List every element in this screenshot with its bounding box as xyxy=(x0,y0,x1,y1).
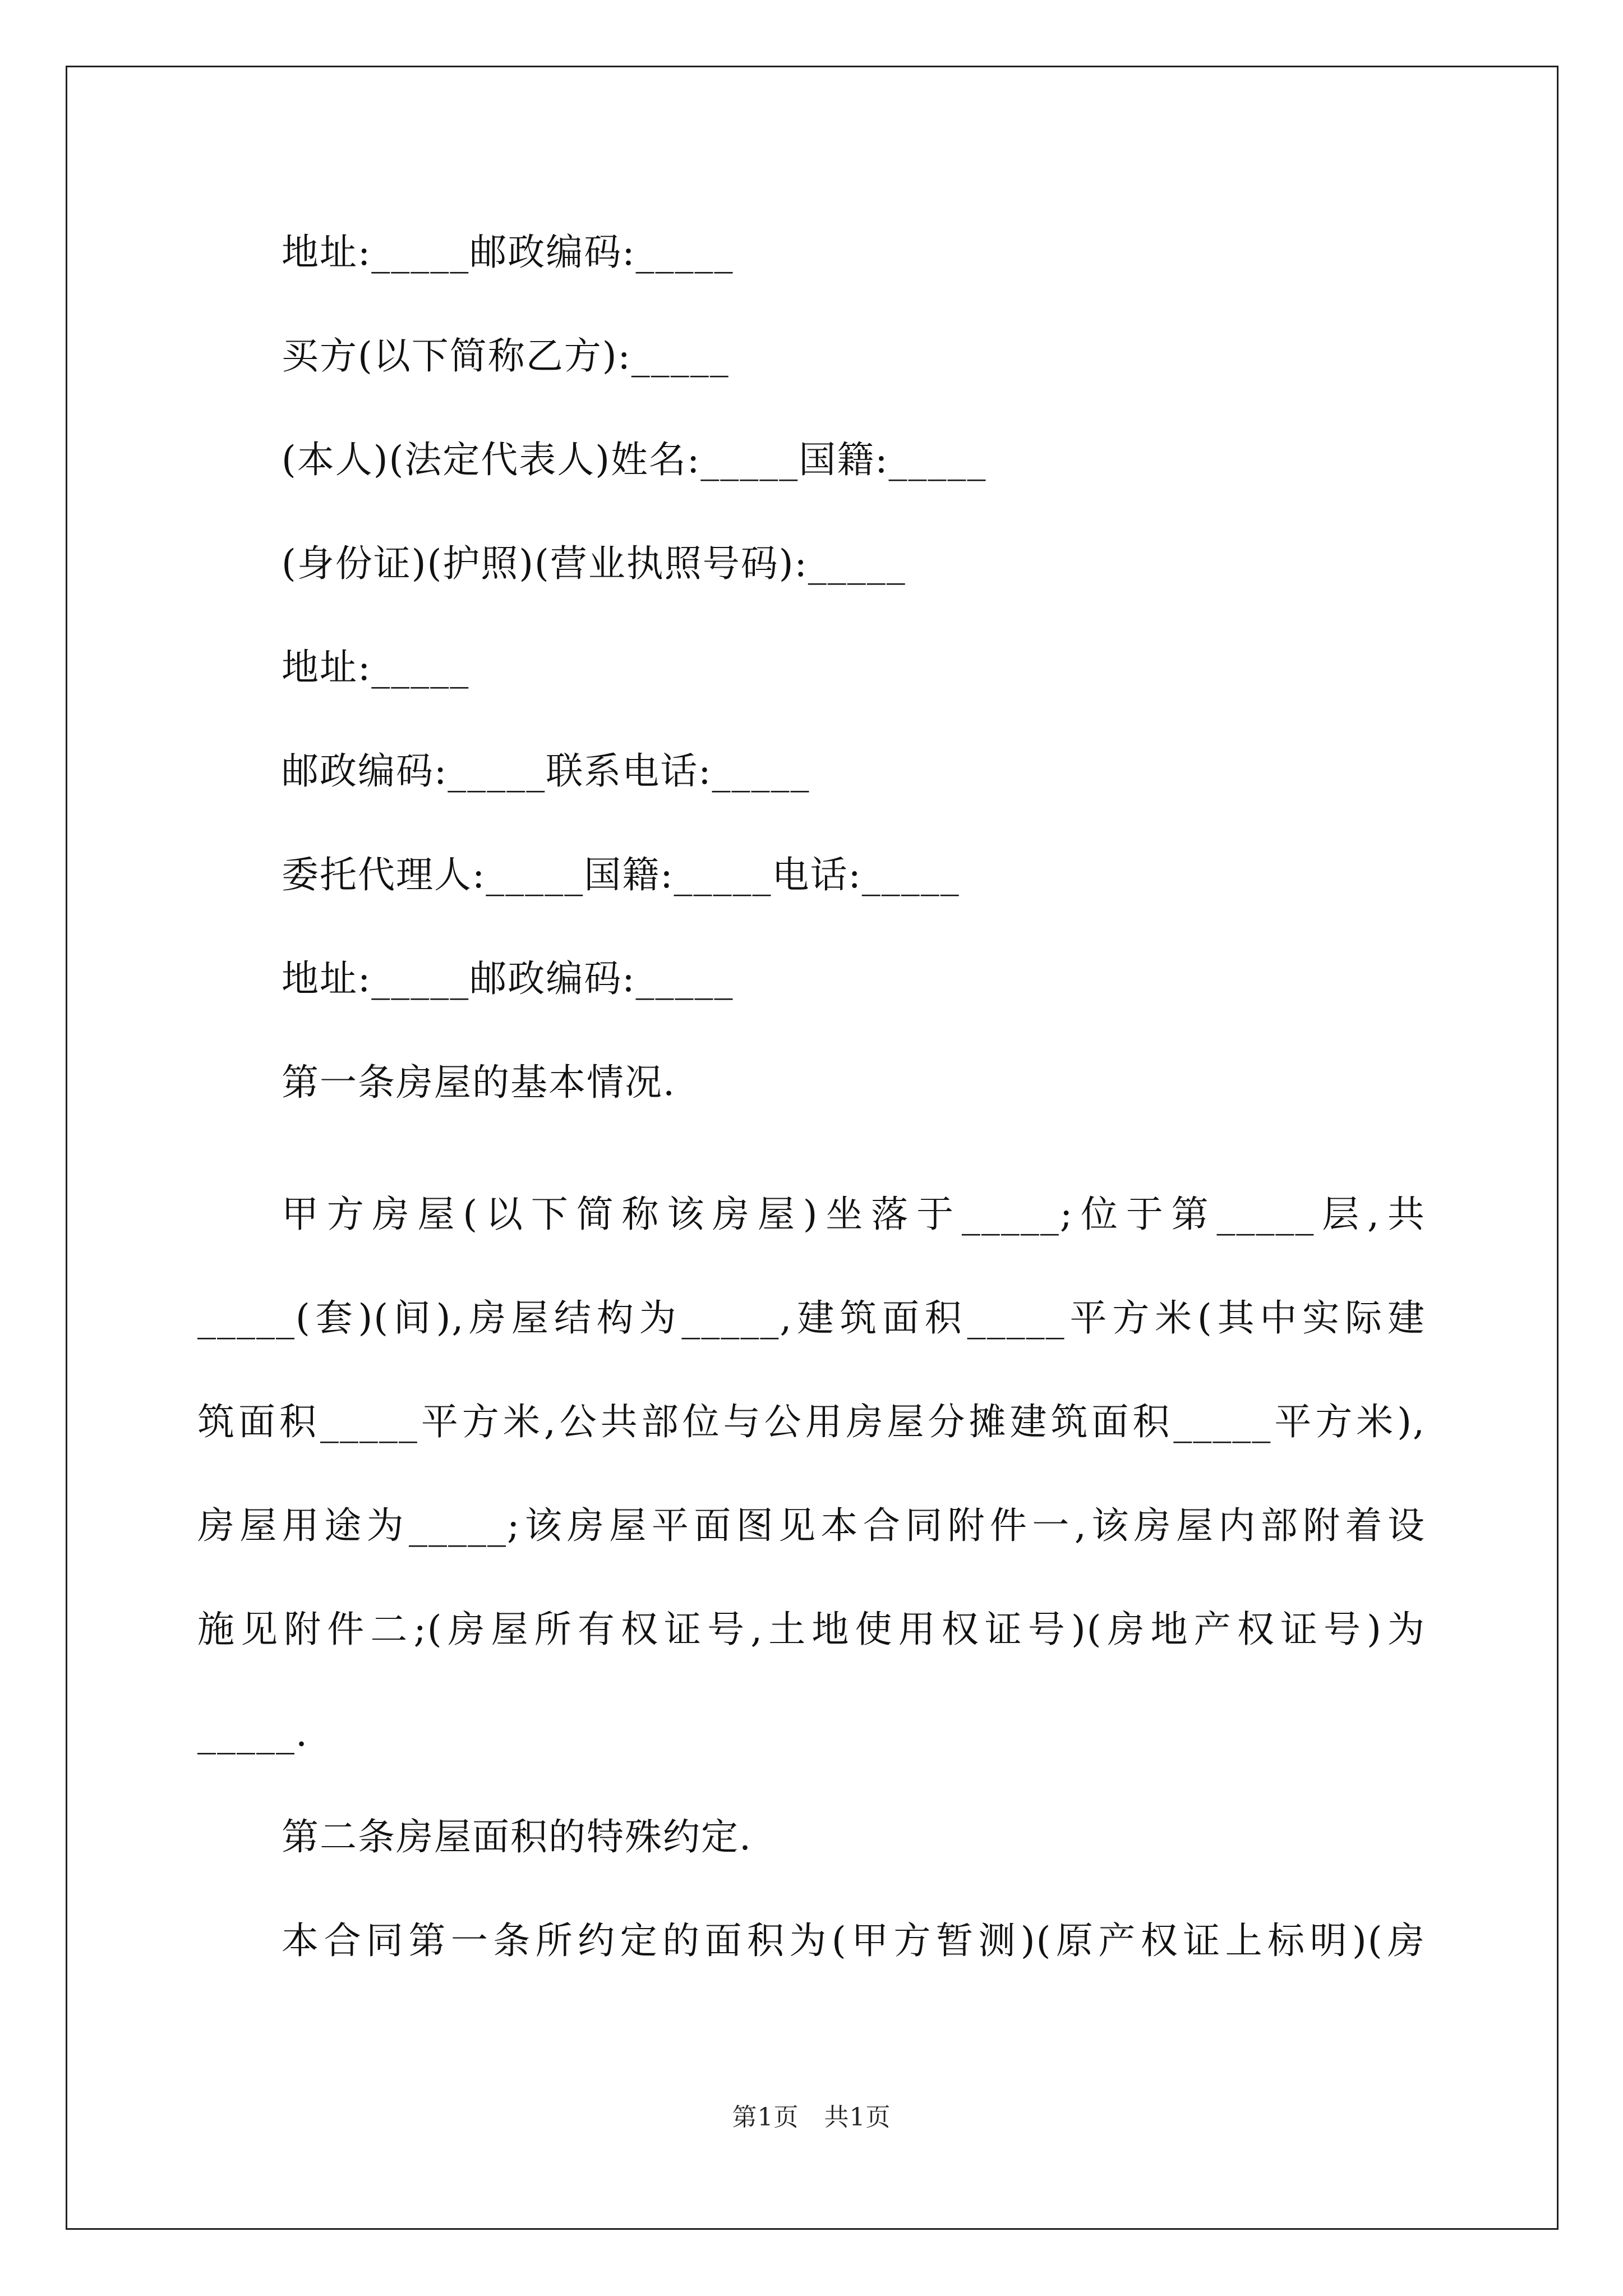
seller-address-line: 地址:_____邮政编码:_____ xyxy=(282,231,734,274)
article-one-text-line-4: 房屋用途为_____;该房屋平面图见本合同附件一,该房屋内部附着设 xyxy=(197,1504,1426,1547)
article-one-text-line-3: 筑面积_____平方米,公共部位与公用房屋分摊建筑面积_____平方米), xyxy=(197,1400,1426,1443)
page-border xyxy=(66,66,1559,2230)
article-one-heading: 第一条房屋的基本情况. xyxy=(282,1061,676,1104)
article-two-heading: 第二条房屋面积的特殊约定. xyxy=(282,1815,752,1858)
article-two-text-line-1: 本合同第一条所约定的面积为(甲方暂测)(原产权证上标明)(房 xyxy=(282,1919,1426,1962)
buyer-address-line: 地址:_____ xyxy=(282,646,470,689)
agent-address-line: 地址:_____邮政编码:_____ xyxy=(282,957,734,1000)
buyer-name-line: (本人)(法定代表人)姓名:_____国籍:_____ xyxy=(282,438,987,481)
article-one-text-line-2: _____(套)(间),房屋结构为_____,建筑面积_____平方米(其中实际建 xyxy=(197,1296,1426,1340)
article-one-text-line-1: 甲方房屋(以下简称该房屋)坐落于_____;位于第_____层,共 xyxy=(282,1193,1426,1236)
buyer-id-line: (身份证)(护照)(营业执照号码):_____ xyxy=(282,542,906,585)
page-number-footer: 第1页 共1页 xyxy=(732,2103,891,2132)
article-one-text-line-6: _____. xyxy=(197,1711,308,1755)
buyer-line: 买方(以下简称乙方):_____ xyxy=(282,334,730,378)
buyer-postal-phone-line: 邮政编码:_____联系电话:_____ xyxy=(282,749,810,793)
article-one-text-line-5: 施见附件二;(房屋所有权证号,土地使用权证号)(房地产权证号)为 xyxy=(197,1608,1426,1651)
agent-line: 委托代理人:_____国籍:_____电话:_____ xyxy=(282,853,960,896)
